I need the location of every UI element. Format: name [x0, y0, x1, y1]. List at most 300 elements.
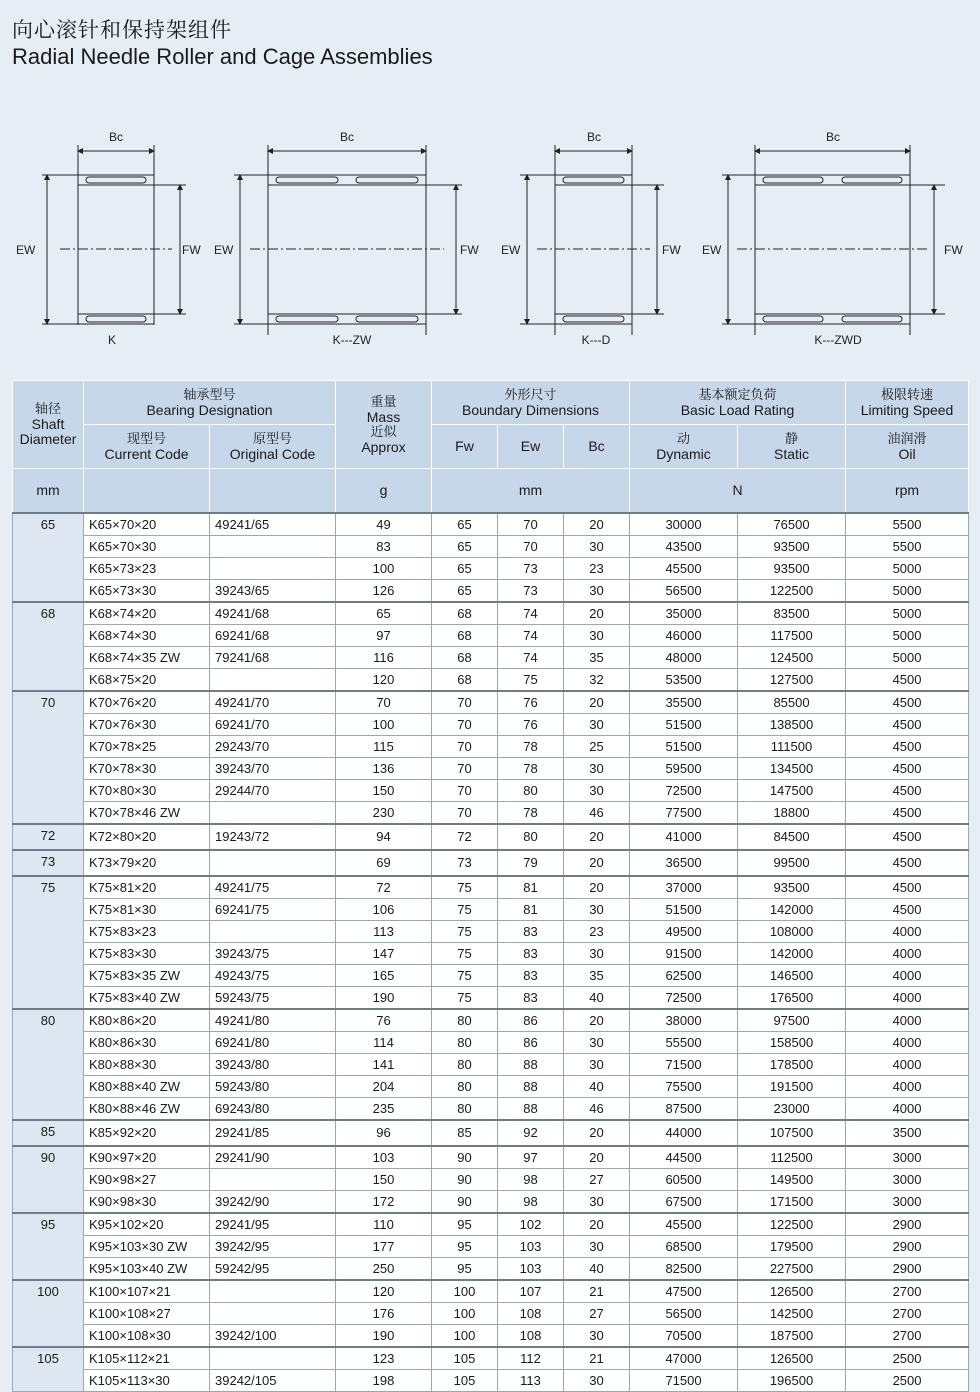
label-ew-3: EW [501, 243, 521, 257]
current-code-cell: K80×88×40 ZW [84, 1075, 210, 1097]
oil-speed-cell: 2900 [846, 1257, 969, 1280]
original-code-cell [210, 535, 336, 557]
label-kzwd: K---ZWD [814, 333, 862, 347]
table-row [13, 801, 969, 824]
fw-cell: 70 [432, 713, 498, 735]
dynamic-load-cell: 38000 [630, 1009, 738, 1032]
static-load-cell: 107500 [738, 1120, 846, 1146]
oil-speed-cell: 4500 [846, 850, 969, 876]
ew-cell: 79 [498, 850, 564, 876]
table-row [13, 602, 969, 625]
static-load-cell: 142000 [738, 942, 846, 964]
static-load-cell: 176500 [738, 986, 846, 1009]
oil-speed-cell: 4500 [846, 801, 969, 824]
fw-cell: 85 [432, 1120, 498, 1146]
fw-cell: 68 [432, 624, 498, 646]
shaft-diameter-cell: 100 [13, 1280, 84, 1347]
fw-cell: 100 [432, 1324, 498, 1347]
current-code-cell: K70×76×20 [84, 691, 210, 714]
dynamic-load-cell: 48000 [630, 646, 738, 668]
current-code-cell: K75×83×35 ZW [84, 964, 210, 986]
static-load-cell: 23000 [738, 1097, 846, 1120]
table-row [13, 1257, 969, 1280]
current-code-cell: K75×83×30 [84, 942, 210, 964]
mass-cell: 150 [336, 779, 432, 801]
label-kzw: K---ZW [332, 333, 372, 347]
table-row [13, 735, 969, 757]
dynamic-load-cell: 51500 [630, 713, 738, 735]
original-code-cell: 29241/95 [210, 1213, 336, 1236]
ew-cell: 86 [498, 1009, 564, 1032]
ew-cell: 74 [498, 646, 564, 668]
current-code-cell: K95×102×20 [84, 1213, 210, 1236]
ew-cell: 74 [498, 602, 564, 625]
table-row [13, 1168, 969, 1190]
bc-cell: 30 [564, 1190, 630, 1213]
static-load-cell: 112500 [738, 1146, 846, 1169]
shaft-diameter-cell: 72 [13, 824, 84, 850]
bc-cell: 23 [564, 557, 630, 579]
current-code-cell: K105×113×30 [84, 1369, 210, 1391]
fw-cell: 95 [432, 1213, 498, 1236]
mass-cell: 115 [336, 735, 432, 757]
current-code-cell: K100×108×30 [84, 1324, 210, 1347]
ew-cell: 103 [498, 1257, 564, 1280]
mass-cell: 190 [336, 1324, 432, 1347]
oil-speed-cell: 4000 [846, 1075, 969, 1097]
static-load-cell: 122500 [738, 579, 846, 602]
shaft-diameter-cell: 68 [13, 602, 84, 691]
table-row [13, 1302, 969, 1324]
ew-cell: 88 [498, 1097, 564, 1120]
ew-cell: 86 [498, 1031, 564, 1053]
mass-cell: 204 [336, 1075, 432, 1097]
current-code-cell: K70×78×46 ZW [84, 801, 210, 824]
dynamic-load-cell: 37000 [630, 876, 738, 899]
bc-cell: 32 [564, 668, 630, 691]
mass-cell: 83 [336, 535, 432, 557]
table-row [13, 1280, 969, 1303]
fw-cell: 105 [432, 1369, 498, 1391]
static-load-cell: 227500 [738, 1257, 846, 1280]
label-fw-4: FW [944, 243, 963, 257]
bc-cell: 40 [564, 1257, 630, 1280]
current-code-cell: K75×83×40 ZW [84, 986, 210, 1009]
mass-cell: 190 [336, 986, 432, 1009]
static-load-cell: 93500 [738, 876, 846, 899]
original-code-cell [210, 1347, 336, 1370]
ew-cell: 70 [498, 535, 564, 557]
ew-cell: 80 [498, 824, 564, 850]
oil-speed-cell: 4000 [846, 942, 969, 964]
current-code-cell: K80×86×30 [84, 1031, 210, 1053]
current-code-cell: K70×78×30 [84, 757, 210, 779]
header-original-code: 原型号 Original Code [210, 425, 336, 469]
dynamic-load-cell: 49500 [630, 920, 738, 942]
original-code-cell: 29243/70 [210, 735, 336, 757]
bc-cell: 30 [564, 1053, 630, 1075]
current-code-cell: K68×75×20 [84, 668, 210, 691]
label-bc-1: Bc [108, 130, 124, 144]
ew-cell: 81 [498, 876, 564, 899]
diagram-kzw [234, 145, 462, 335]
mass-cell: 49 [336, 513, 432, 536]
original-code-cell [210, 801, 336, 824]
current-code-cell: K75×81×30 [84, 898, 210, 920]
original-code-cell: 39243/75 [210, 942, 336, 964]
mass-cell: 230 [336, 801, 432, 824]
fw-cell: 100 [432, 1302, 498, 1324]
table-row [13, 1009, 969, 1032]
oil-speed-cell: 4500 [846, 713, 969, 735]
oil-speed-cell: 5000 [846, 624, 969, 646]
ew-cell: 102 [498, 1213, 564, 1236]
dynamic-load-cell: 59500 [630, 757, 738, 779]
oil-speed-cell: 4500 [846, 691, 969, 714]
ew-cell: 92 [498, 1120, 564, 1146]
mass-cell: 69 [336, 850, 432, 876]
mass-cell: 97 [336, 624, 432, 646]
ew-cell: 113 [498, 1369, 564, 1391]
unit-shaft: mm [13, 469, 84, 513]
mass-cell: 94 [336, 824, 432, 850]
original-code-cell: 39243/80 [210, 1053, 336, 1075]
static-load-cell: 122500 [738, 1213, 846, 1236]
original-code-cell [210, 1168, 336, 1190]
ew-cell: 76 [498, 691, 564, 714]
header-current-code: 现型号 Current Code [84, 425, 210, 469]
mass-cell: 65 [336, 602, 432, 625]
ew-cell: 83 [498, 942, 564, 964]
unit-boundary: mm [432, 469, 630, 513]
oil-speed-cell: 2500 [846, 1369, 969, 1391]
fw-cell: 75 [432, 898, 498, 920]
shaft-diameter-cell: 90 [13, 1146, 84, 1213]
oil-speed-cell: 2700 [846, 1280, 969, 1303]
static-load-cell: 196500 [738, 1369, 846, 1391]
fw-cell: 70 [432, 691, 498, 714]
fw-cell: 68 [432, 668, 498, 691]
original-code-cell [210, 1280, 336, 1303]
original-code-cell: 39243/65 [210, 579, 336, 602]
ew-cell: 98 [498, 1190, 564, 1213]
dynamic-load-cell: 71500 [630, 1369, 738, 1391]
ew-cell: 75 [498, 668, 564, 691]
current-code-cell: K100×107×21 [84, 1280, 210, 1303]
bc-cell: 20 [564, 691, 630, 714]
shaft-diameter-cell: 85 [13, 1120, 84, 1146]
dynamic-load-cell: 44000 [630, 1120, 738, 1146]
dynamic-load-cell: 87500 [630, 1097, 738, 1120]
oil-speed-cell: 4500 [846, 668, 969, 691]
table-row [13, 757, 969, 779]
bc-cell: 30 [564, 757, 630, 779]
mass-cell: 116 [336, 646, 432, 668]
fw-cell: 70 [432, 735, 498, 757]
shaft-diameter-cell: 95 [13, 1213, 84, 1280]
ew-cell: 83 [498, 920, 564, 942]
unit-current-code [84, 469, 210, 513]
dynamic-load-cell: 67500 [630, 1190, 738, 1213]
ew-cell: 76 [498, 713, 564, 735]
ew-cell: 83 [498, 986, 564, 1009]
unit-speed: rpm [846, 469, 969, 513]
static-load-cell: 142000 [738, 898, 846, 920]
fw-cell: 80 [432, 1097, 498, 1120]
mass-cell: 103 [336, 1146, 432, 1169]
dynamic-load-cell: 35500 [630, 691, 738, 714]
mass-cell: 114 [336, 1031, 432, 1053]
mass-cell: 177 [336, 1235, 432, 1257]
static-load-cell: 171500 [738, 1190, 846, 1213]
mass-cell: 106 [336, 898, 432, 920]
oil-speed-cell: 2900 [846, 1235, 969, 1257]
original-code-cell [210, 1302, 336, 1324]
original-code-cell [210, 668, 336, 691]
bc-cell: 35 [564, 964, 630, 986]
label-bc-4: Bc [825, 130, 841, 144]
header-ew: Ew [498, 425, 564, 469]
ew-cell: 88 [498, 1075, 564, 1097]
current-code-cell: K105×112×21 [84, 1347, 210, 1370]
dynamic-load-cell: 56500 [630, 1302, 738, 1324]
original-code-cell: 49241/80 [210, 1009, 336, 1032]
diagram-kd [520, 145, 664, 335]
dynamic-load-cell: 51500 [630, 735, 738, 757]
original-code-cell: 29244/70 [210, 779, 336, 801]
oil-speed-cell: 5000 [846, 557, 969, 579]
oil-speed-cell: 5500 [846, 513, 969, 536]
dynamic-load-cell: 53500 [630, 668, 738, 691]
bc-cell: 46 [564, 1097, 630, 1120]
oil-speed-cell: 3500 [846, 1120, 969, 1146]
label-bc-3: Bc [586, 130, 602, 144]
dynamic-load-cell: 91500 [630, 942, 738, 964]
header-oil: 油润滑 Oil [846, 425, 969, 469]
shaft-diameter-cell: 105 [13, 1347, 84, 1392]
mass-cell: 250 [336, 1257, 432, 1280]
mass-cell: 172 [336, 1190, 432, 1213]
oil-speed-cell: 4500 [846, 757, 969, 779]
oil-speed-cell: 2700 [846, 1324, 969, 1347]
mass-cell: 235 [336, 1097, 432, 1120]
dynamic-load-cell: 30000 [630, 513, 738, 536]
dynamic-load-cell: 75500 [630, 1075, 738, 1097]
current-code-cell: K90×98×27 [84, 1168, 210, 1190]
oil-speed-cell: 4000 [846, 986, 969, 1009]
dynamic-load-cell: 62500 [630, 964, 738, 986]
dynamic-load-cell: 60500 [630, 1168, 738, 1190]
static-load-cell: 85500 [738, 691, 846, 714]
current-code-cell: K68×74×30 [84, 624, 210, 646]
original-code-cell: 49241/75 [210, 876, 336, 899]
oil-speed-cell: 5000 [846, 579, 969, 602]
bearing-diagrams [0, 125, 980, 360]
header-bc: Bc [564, 425, 630, 469]
original-code-cell: 49241/68 [210, 602, 336, 625]
current-code-cell: K80×86×20 [84, 1009, 210, 1032]
dynamic-load-cell: 72500 [630, 986, 738, 1009]
specification-table-body [13, 513, 969, 1392]
original-code-cell: 39242/90 [210, 1190, 336, 1213]
oil-speed-cell: 4000 [846, 1031, 969, 1053]
fw-cell: 80 [432, 1075, 498, 1097]
dynamic-load-cell: 77500 [630, 801, 738, 824]
current-code-cell: K70×78×25 [84, 735, 210, 757]
original-code-cell: 39243/70 [210, 757, 336, 779]
label-fw-1: FW [182, 243, 201, 257]
mass-cell: 110 [336, 1213, 432, 1236]
bc-cell: 30 [564, 1369, 630, 1391]
dynamic-load-cell: 47000 [630, 1347, 738, 1370]
original-code-cell: 49243/75 [210, 964, 336, 986]
table-row [13, 691, 969, 714]
static-load-cell: 178500 [738, 1053, 846, 1075]
ew-cell: 73 [498, 557, 564, 579]
oil-speed-cell: 4000 [846, 920, 969, 942]
ew-cell: 73 [498, 579, 564, 602]
original-code-cell: 69241/70 [210, 713, 336, 735]
dynamic-load-cell: 55500 [630, 1031, 738, 1053]
fw-cell: 90 [432, 1168, 498, 1190]
diagram-kzwd [722, 145, 945, 335]
dynamic-load-cell: 45500 [630, 1213, 738, 1236]
original-code-cell: 19243/72 [210, 824, 336, 850]
ew-cell: 74 [498, 624, 564, 646]
table-row [13, 1075, 969, 1097]
current-code-cell: K68×74×35 ZW [84, 646, 210, 668]
static-load-cell: 187500 [738, 1324, 846, 1347]
mass-cell: 136 [336, 757, 432, 779]
static-load-cell: 93500 [738, 535, 846, 557]
original-code-cell: 69241/75 [210, 898, 336, 920]
current-code-cell: K80×88×30 [84, 1053, 210, 1075]
bc-cell: 30 [564, 1324, 630, 1347]
table-row [13, 986, 969, 1009]
original-code-cell: 29241/85 [210, 1120, 336, 1146]
shaft-diameter-cell: 73 [13, 850, 84, 876]
table-row [13, 1324, 969, 1347]
static-load-cell: 126500 [738, 1347, 846, 1370]
bc-cell: 30 [564, 1031, 630, 1053]
current-code-cell: K68×74×20 [84, 602, 210, 625]
diagram-canvas [0, 125, 980, 360]
original-code-cell: 59243/75 [210, 986, 336, 1009]
original-code-cell [210, 920, 336, 942]
ew-cell: 103 [498, 1235, 564, 1257]
original-code-cell: 39242/95 [210, 1235, 336, 1257]
table-row [13, 579, 969, 602]
static-load-cell: 179500 [738, 1235, 846, 1257]
table-row [13, 898, 969, 920]
static-load-cell: 138500 [738, 713, 846, 735]
header-load-rating: 基本额定负荷 Basic Load Rating [630, 381, 846, 425]
table-row [13, 668, 969, 691]
fw-cell: 75 [432, 964, 498, 986]
current-code-cell: K72×80×20 [84, 824, 210, 850]
static-load-cell: 97500 [738, 1009, 846, 1032]
current-code-cell: K65×70×30 [84, 535, 210, 557]
oil-speed-cell: 3000 [846, 1146, 969, 1169]
fw-cell: 65 [432, 557, 498, 579]
mass-cell: 123 [336, 1347, 432, 1370]
oil-speed-cell: 2900 [846, 1213, 969, 1236]
mass-cell: 70 [336, 691, 432, 714]
table-row [13, 1235, 969, 1257]
original-code-cell [210, 557, 336, 579]
mass-cell: 72 [336, 876, 432, 899]
header-fw: Fw [432, 425, 498, 469]
static-load-cell: 111500 [738, 735, 846, 757]
current-code-cell: K73×79×20 [84, 850, 210, 876]
original-code-cell: 79241/68 [210, 646, 336, 668]
oil-speed-cell: 4500 [846, 876, 969, 899]
static-load-cell: 84500 [738, 824, 846, 850]
static-load-cell: 76500 [738, 513, 846, 536]
dynamic-load-cell: 51500 [630, 898, 738, 920]
mass-cell: 176 [336, 1302, 432, 1324]
bc-cell: 20 [564, 1146, 630, 1169]
diagram-k [42, 145, 186, 325]
bc-cell: 40 [564, 986, 630, 1009]
header-dynamic: 动 Dynamic [630, 425, 738, 469]
original-code-cell: 39242/100 [210, 1324, 336, 1347]
ew-cell: 80 [498, 779, 564, 801]
table-row [13, 713, 969, 735]
fw-cell: 75 [432, 876, 498, 899]
mass-cell: 198 [336, 1369, 432, 1391]
fw-cell: 68 [432, 602, 498, 625]
bc-cell: 27 [564, 1168, 630, 1190]
label-bc-2: Bc [339, 130, 355, 144]
ew-cell: 88 [498, 1053, 564, 1075]
fw-cell: 90 [432, 1190, 498, 1213]
current-code-cell: K70×80×30 [84, 779, 210, 801]
dynamic-load-cell: 45500 [630, 557, 738, 579]
current-code-cell: K65×73×30 [84, 579, 210, 602]
fw-cell: 68 [432, 646, 498, 668]
oil-speed-cell: 4500 [846, 735, 969, 757]
ew-cell: 97 [498, 1146, 564, 1169]
bc-cell: 30 [564, 898, 630, 920]
fw-cell: 95 [432, 1235, 498, 1257]
original-code-cell: 39242/105 [210, 1369, 336, 1391]
static-load-cell: 147500 [738, 779, 846, 801]
fw-cell: 70 [432, 801, 498, 824]
dynamic-load-cell: 56500 [630, 579, 738, 602]
header-bearing-designation: 轴承型号 Bearing Designation [84, 381, 336, 425]
static-load-cell: 93500 [738, 557, 846, 579]
header-boundary-dimensions: 外形尺寸 Boundary Dimensions [432, 381, 630, 425]
bc-cell: 20 [564, 1120, 630, 1146]
table-row [13, 1213, 969, 1236]
bc-cell: 25 [564, 735, 630, 757]
static-load-cell: 149500 [738, 1168, 846, 1190]
dynamic-load-cell: 47500 [630, 1280, 738, 1303]
fw-cell: 80 [432, 1009, 498, 1032]
ew-cell: 107 [498, 1280, 564, 1303]
fw-cell: 72 [432, 824, 498, 850]
bc-cell: 40 [564, 1075, 630, 1097]
table-row [13, 824, 969, 850]
shaft-diameter-cell: 65 [13, 513, 84, 602]
dynamic-load-cell: 41000 [630, 824, 738, 850]
bc-cell: 30 [564, 779, 630, 801]
table-row [13, 1347, 969, 1370]
static-load-cell: 18800 [738, 801, 846, 824]
label-k: K [107, 333, 117, 347]
bc-cell: 20 [564, 850, 630, 876]
